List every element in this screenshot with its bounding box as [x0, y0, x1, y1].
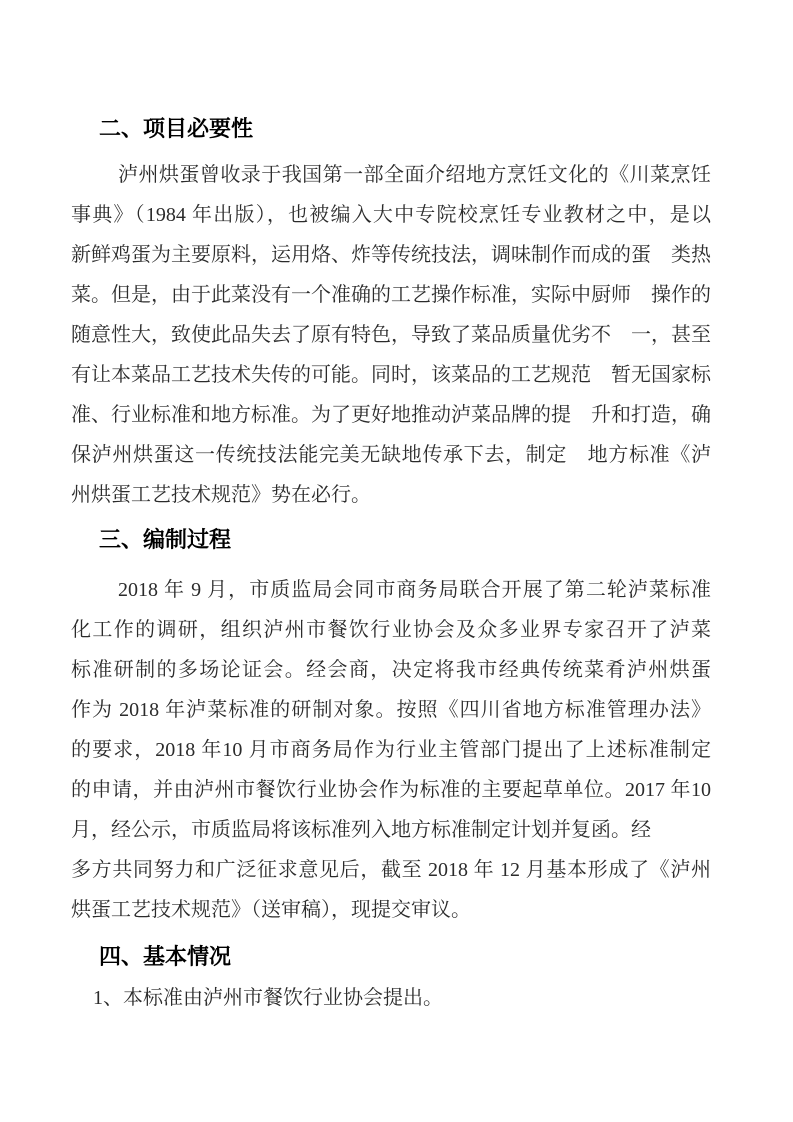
- text-line: 有让本菜品工艺技术失传的可能。同时，该菜品的工艺规范 暂无国家标: [71, 364, 711, 386]
- text-line: 州烘蛋工艺技术规范》势在必行。: [71, 484, 371, 506]
- text-line: 菜。但是，由于此菜没有一个准确的工艺操作标准，实际中厨师 操作的: [71, 284, 711, 306]
- paragraph-project-necessity: [71, 155, 711, 515]
- text-line: 作为 2018 年泸菜标准的研制对象。按照《四川省地方标准管理办法》: [71, 699, 711, 721]
- text-line: 烘蛋工艺技术规范》（送审稿），现提交审议。: [71, 899, 471, 921]
- text-line: 新鲜鸡蛋为主要原料，运用烙、炸等传统技法，调味制作而成的蛋 类热: [71, 244, 711, 266]
- section-heading-basic-info: 四、基本情况: [99, 944, 232, 969]
- section-heading-drafting-process: 三、编制过程: [99, 527, 232, 552]
- text-line: 多方共同努力和广泛征求意见后，截至 2018 年 12 月基本形成了《泸州: [71, 859, 711, 881]
- text-line: 标准研制的多场论证会。经会商，决定将我市经典传统菜肴泸州烘蛋: [71, 659, 711, 681]
- text-line: 随意性大，致使此品失去了原有特色，导致了菜品质量优劣不 一，甚至: [71, 324, 711, 346]
- paragraph-drafting-process: [71, 570, 711, 930]
- text-line: 事典》（1984 年出版），也被编入大中专院校烹饪专业教材之中，是以: [71, 204, 711, 226]
- text-line: 化工作的调研，组织泸州市餐饮行业协会及众多业界专家召开了泸菜: [71, 619, 711, 641]
- text-line: 1、本标准由泸州市餐饮行业协会提出。: [93, 987, 443, 1009]
- document-content: [71, 0, 711, 1122]
- text-line: 的申请，并由泸州市餐饮行业协会作为标准的主要起草单位。2017 年10: [71, 779, 711, 801]
- section-heading-project-necessity: 二、项目必要性: [99, 116, 254, 141]
- paragraph-basic-info: [71, 978, 711, 1018]
- text-line: 的要求，2018 年10 月市商务局作为行业主管部门提出了上述标准制定: [71, 739, 711, 761]
- text-line: 2018 年 9 月，市质监局会同市商务局联合开展了第二轮泸菜标准: [118, 579, 711, 601]
- text-line: 月，经公示，市质监局将该标准列入地方标准制定计划并复函。经: [71, 819, 651, 841]
- text-line: 保泸州烘蛋这一传统技法能完美无缺地传承下去，制定 地方标准《泸: [71, 444, 711, 466]
- text-line: 准、行业标准和地方标准。为了更好地推动泸菜品牌的提 升和打造，确: [71, 404, 711, 426]
- text-line: 泸州烘蛋曾收录于我国第一部全面介绍地方烹饪文化的《川菜烹饪: [118, 164, 711, 186]
